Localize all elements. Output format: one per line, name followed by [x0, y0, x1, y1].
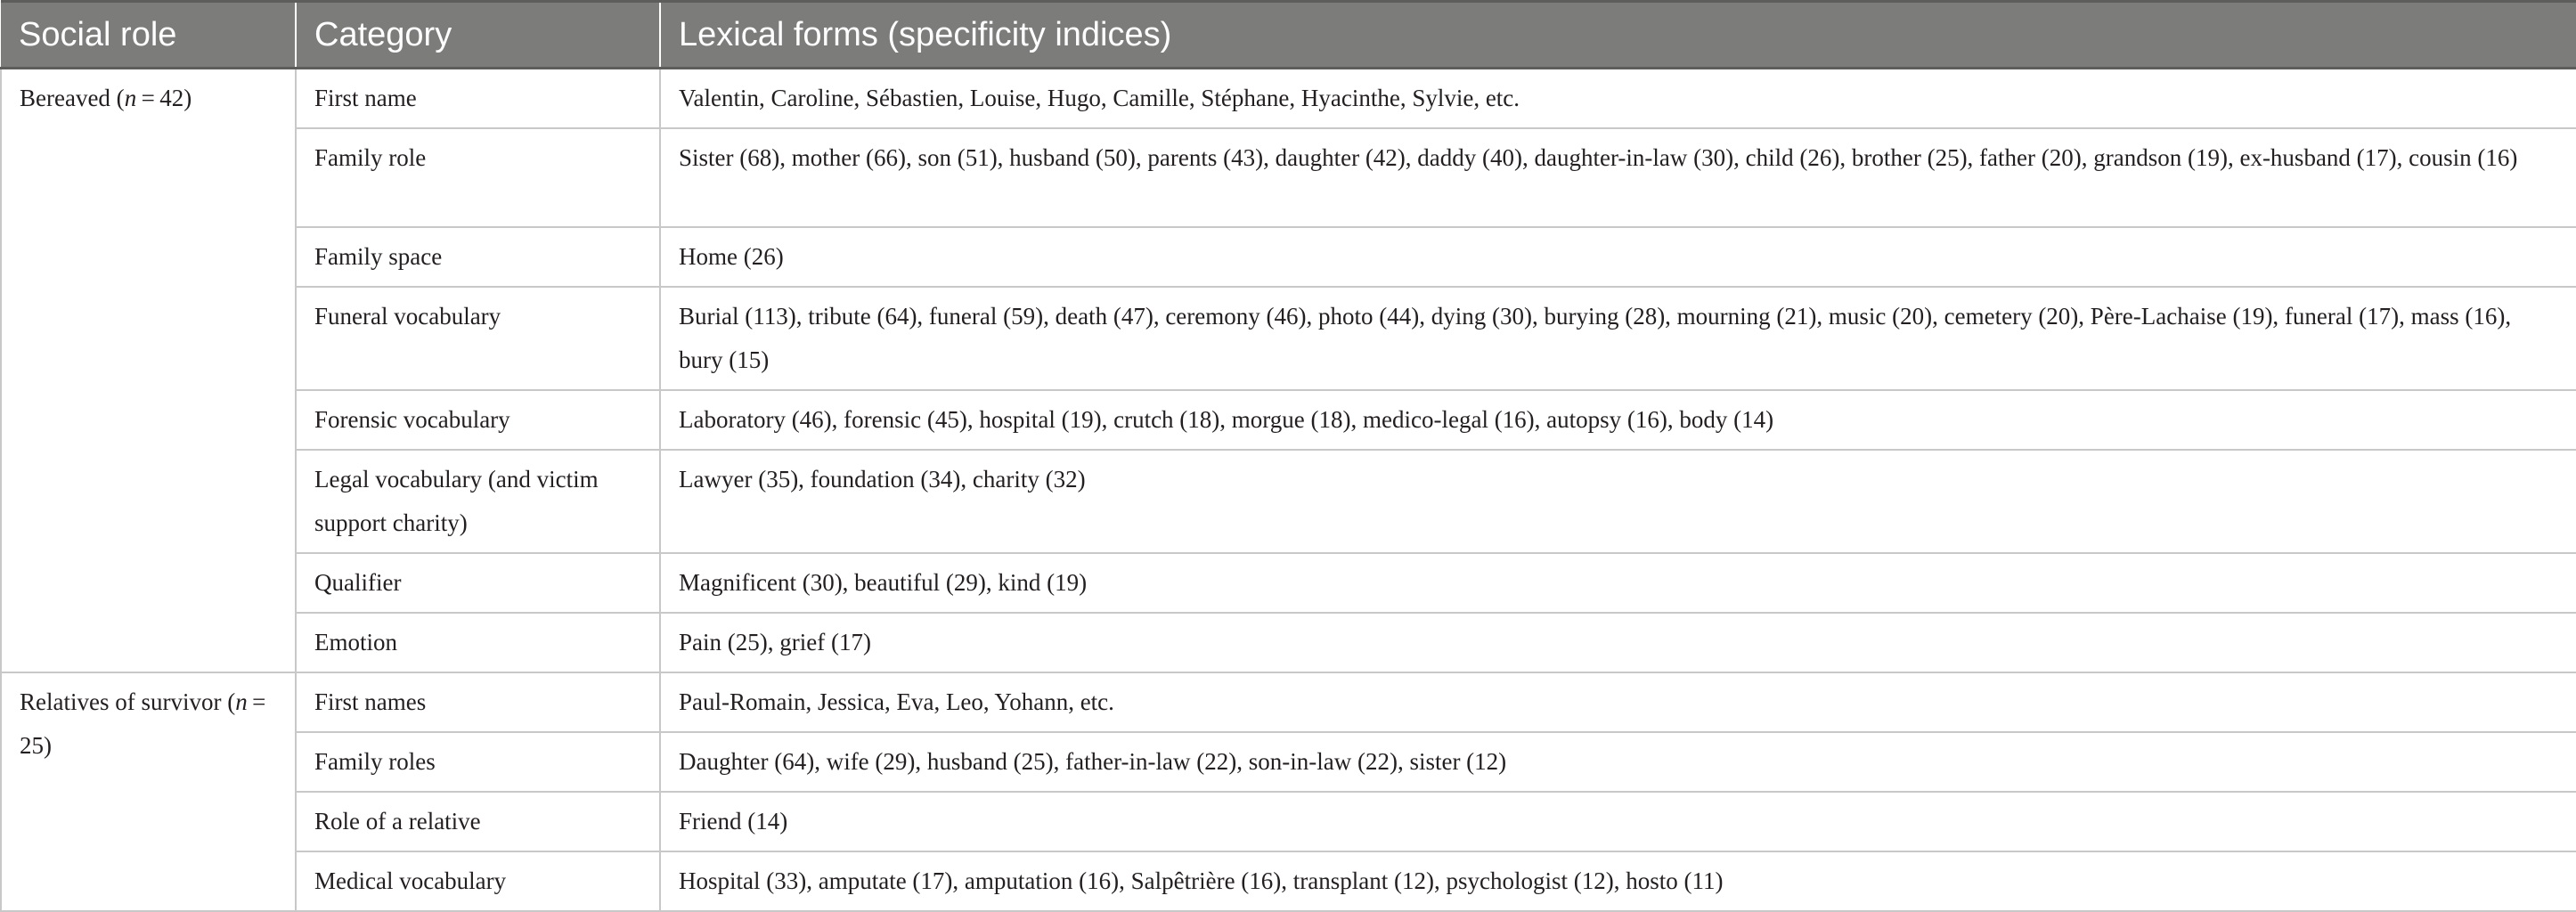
table-header [1, 2, 2576, 69]
lexical-forms-cell: Valentin, Caroline, Sébastien, Louise, Hugo, Camille, Stéphane, Hyacinthe, Sylvie, etc. [660, 69, 2576, 129]
lexical-forms-cell: Laboratory (46), forensic (45), hospital (19), crutch (18), morgue (18), medico-legal (16), autopsy (16), body (14) [660, 390, 2576, 450]
table-row [1, 672, 2576, 732]
header-lexical-forms: Lexical forms (specificity indices) [660, 2, 2576, 69]
table-row [1, 450, 2576, 553]
category-cell: Family space [296, 227, 660, 287]
table-row [1, 69, 2576, 129]
table-row [1, 128, 2576, 227]
category-cell: First name [296, 69, 660, 129]
role-label: Relatives of survivor ( [20, 688, 236, 715]
table-row [1, 227, 2576, 287]
header-category: Category [296, 2, 660, 69]
lexical-forms-cell: Hospital (33), amputate (17), amputation (16), Salpêtrière (16), transplant (12), psychologist (12), hosto (11) [660, 851, 2576, 911]
category-cell: Qualifier [296, 553, 660, 613]
table-body [1, 69, 2576, 912]
role-count: = 25) [20, 688, 271, 759]
role-count: = 42) [136, 85, 192, 111]
table-row [1, 390, 2576, 450]
lexical-forms-cell: Pain (25), grief (17) [660, 613, 2576, 672]
table-row [1, 792, 2576, 851]
role-label: Bereaved ( [20, 85, 125, 111]
header-social-role: Social role [1, 2, 296, 69]
header-row [1, 2, 2576, 69]
role-n-symbol: n [235, 688, 248, 715]
category-cell: First names [296, 672, 660, 732]
lexical-forms-cell: Home (26) [660, 227, 2576, 287]
table-row [1, 613, 2576, 672]
lexical-forms-cell: Paul-Romain, Jessica, Eva, Leo, Yohann, etc. [660, 672, 2576, 732]
table-row [1, 553, 2576, 613]
social-role-cell [1, 69, 296, 673]
category-cell: Family role [296, 128, 660, 227]
lexical-forms-cell: Burial (113), tribute (64), funeral (59), death (47), ceremony (46), photo (44), dying (30), burying (28), mourning (21), music (20), cemetery (20), Père-Lachaise (19), funeral (17), mass (16), bury (15) [660, 287, 2576, 390]
table-row [1, 851, 2576, 911]
category-cell: Forensic vocabulary [296, 390, 660, 450]
lexical-forms-cell: Friend (14) [660, 792, 2576, 851]
category-cell: Role of a relative [296, 792, 660, 851]
lexical-forms-cell: Magnificent (30), beautiful (29), kind (19) [660, 553, 2576, 613]
table-row [1, 732, 2576, 792]
category-cell: Legal vocabulary (and victim support charity) [296, 450, 660, 553]
category-cell: Funeral vocabulary [296, 287, 660, 390]
lexical-forms-cell: Daughter (64), wife (29), husband (25), father-in-law (22), son-in-law (22), sister (12) [660, 732, 2576, 792]
lexical-forms-cell: Sister (68), mother (66), son (51), husband (50), parents (43), daughter (42), daddy (40), daughter-in-law (30), child (26), brother (25), father (20), grandson (19), ex-husband (17), cousin (16) [660, 128, 2576, 227]
social-role-cell [1, 672, 296, 911]
category-cell: Emotion [296, 613, 660, 672]
category-cell: Medical vocabulary [296, 851, 660, 911]
role-n-symbol: n [124, 85, 137, 111]
category-cell: Family roles [296, 732, 660, 792]
lexical-forms-cell: Lawyer (35), foundation (34), charity (32) [660, 450, 2576, 553]
table-row [1, 287, 2576, 390]
